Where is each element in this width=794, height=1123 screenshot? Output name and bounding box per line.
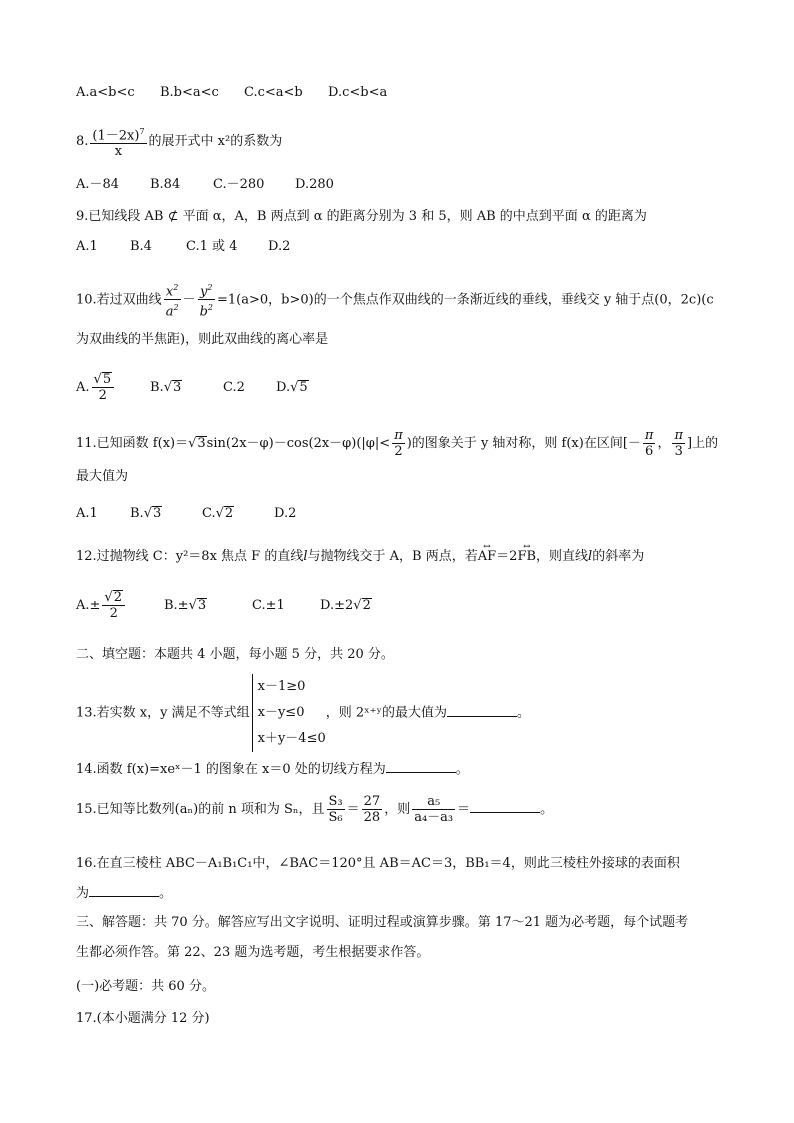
q14-end: 。: [455, 762, 469, 777]
q11-pi: π: [394, 428, 403, 443]
q11-option-c: C.√2: [202, 506, 234, 521]
q15-eq2: ＝: [457, 802, 471, 817]
q13-constraint-system: [252, 674, 326, 752]
q15-eq: ＝: [346, 802, 360, 817]
q15-a43: a₄－a₃: [414, 810, 454, 825]
q9-option-d: D.2: [268, 239, 291, 254]
question-11: 11.已知函数 f(x)＝√3sin(2x－φ)－cos(2x－φ)(|φ|< $\frac{\pi}{2}$ )的图象关于 y 轴对称，则 f(x)在区间[－ $\frac{\pi}{6}$ ， $\frac{\pi}{3}$ ]上的: [76, 428, 719, 459]
q11-rad: 3: [197, 436, 206, 451]
question-10: 10.若过双曲线 $\frac{x^2}{a^2}$ － $\frac{y^2}{b^2}$ =1(a>0，b>0)的一个焦点作双曲线的一条渐近线的垂线，垂线交 y 轴于点(0，2c)(c: [76, 280, 714, 320]
q14-text: 14.函数 f(x)=xeˣ－1 的图象在 x＝0 处的切线方程为: [76, 762, 386, 777]
q12-opt-a-prefix: A.±: [76, 598, 101, 613]
q12-options: [76, 590, 372, 621]
q10-line2: 为双曲线的半焦距)，则此双曲线的离心率是: [76, 332, 329, 347]
q12-option-a: A.± $\frac{√2}{2}$: [76, 590, 164, 621]
q10-opt-a-prefix: A.: [76, 380, 90, 395]
q11-opt-c-rad: 2: [224, 506, 234, 521]
q9-option-b: B.4: [130, 239, 152, 254]
q16-end: 。: [159, 886, 173, 901]
question-14: [76, 760, 469, 779]
q15-s6: S₆: [328, 810, 343, 825]
q11-option-a: A.1: [76, 506, 98, 521]
q12-option-b: B.±√3: [164, 598, 207, 613]
q11-line2: 最大值为: [76, 469, 129, 484]
q11-options: [76, 505, 296, 523]
q13-c3: x＋y－4≤0: [257, 731, 326, 746]
q11-frac-pi3: [672, 428, 685, 459]
q11-end: ]上的: [687, 436, 719, 451]
q10-opt-a-rad: 5: [102, 372, 112, 387]
q8-frac-den: x: [114, 144, 123, 160]
q15-27: 27: [363, 794, 381, 809]
q10-post: =1(a>0，b>0)的一个焦点作双曲线的一条渐近线的垂线，垂线交 y 轴于点(0，2c)(c: [216, 292, 714, 308]
q11-opt-c-prefix: C.: [202, 506, 216, 521]
question-16: 16.在直三棱柱 ABC－A₁B₁C₁中，∠BAC＝120°且 AB＝AC＝3，BB₁＝4，则此三棱柱外接球的表面积: [76, 856, 680, 871]
q11-pi-2: π: [644, 428, 654, 443]
q11-two: 2: [394, 444, 403, 459]
q8-option-c: C.－280: [213, 177, 265, 192]
q12-opt-b-rad: 3: [197, 598, 207, 613]
q10-opt-d-prefix: D.: [276, 380, 291, 395]
q15-frac-num: [362, 794, 383, 825]
q11-three: 3: [674, 444, 683, 459]
q10-opt-b-prefix: B.: [150, 380, 164, 395]
q7-option-b: B.b<a<c: [160, 85, 219, 100]
q8-option-b: B.84: [150, 177, 181, 192]
q7-option-d: D.c<b<a: [328, 85, 388, 100]
q16-line2-pre: 为: [76, 886, 90, 901]
q12-l-2: l: [588, 549, 593, 564]
q7-option-c: C.c<a<b: [244, 85, 303, 100]
section-2-heading: 二、填空题：本题共 4 小题，每小题 5 分，共 20 分。: [76, 647, 394, 662]
q11-pi-3: π: [674, 428, 684, 443]
q9-options: [76, 238, 290, 256]
q13-pre: 13.若实数 x，y 满足不等式组: [76, 705, 250, 721]
q13-c2: x－y≤0: [257, 705, 305, 720]
q15-pre: 15.已知等比数列(aₙ)的前 n 项和为 Sₙ，且: [76, 802, 325, 817]
q12-vector-af: ↔ AF: [478, 548, 496, 566]
q15-frac-a: [412, 794, 455, 825]
q12-pre: 12.过抛物线 C：y²＝8x 焦点 F 的直线: [76, 549, 304, 564]
q15-end: 。: [540, 802, 554, 817]
q16-answer-blank: [89, 884, 159, 897]
q10-options: [76, 372, 309, 403]
q10-option-c: C.2: [223, 380, 245, 395]
q16-line2: [76, 884, 172, 903]
q10-pre: 10.若过双曲线: [76, 292, 162, 308]
q11-mid: sin(2x－φ)－cos(2x－φ)(|φ|<: [206, 436, 391, 451]
q11-opt-b-prefix: B.: [130, 506, 144, 521]
q12-opt-d-prefix: D.±2: [320, 598, 354, 613]
q11-frac-pi2: [392, 428, 405, 459]
q13-end: 。: [517, 705, 531, 721]
q10-opt-a-den: 2: [98, 388, 107, 403]
q10-frac-y: $\frac{y^2}{b^2}$: [198, 280, 215, 320]
section-3-heading: 三、解答题：共 70 分。解答应写出文字说明、证明过程或演算步骤。第 17～21 题为必考题，每个试题考: [76, 915, 689, 930]
q11-pre: 11.已知函数 f(x)＝: [76, 436, 189, 451]
q12-mid: 与抛物线交于 A，B 两点，若: [307, 549, 478, 564]
q12-opt-a-den: 2: [109, 606, 118, 621]
q11-opt-b-rad: 3: [152, 506, 162, 521]
q15-mid: ，则: [384, 802, 411, 817]
q15-s3: S₃: [328, 794, 343, 809]
q10-opt-b-rad: 3: [172, 380, 182, 395]
q7-option-a: A.a<b<c: [76, 85, 135, 100]
q15-answer-blank: [470, 800, 540, 813]
question-12: [76, 548, 644, 566]
q11-six: 6: [645, 444, 654, 459]
q12-opt-a-rad: 2: [113, 590, 122, 605]
q15-a5: a₅: [412, 794, 455, 810]
q11-option-b: B.√3: [130, 506, 162, 521]
q10-option-a: A. $\frac{√5}{2}$: [76, 372, 150, 403]
q8-frac-exp: 7: [139, 127, 145, 136]
q8-fraction: [90, 124, 146, 159]
q12-vector-fb: ↔ FB: [517, 548, 536, 566]
q12-option-c: C.±1: [252, 598, 285, 613]
q12-end: 的斜率为: [592, 549, 645, 564]
q8-option-d: D.280: [295, 177, 334, 192]
question-9: 9.已知线段 AB ⊄ 平面 α，A，B 两点到 α 的距离分别为 3 和 5，则 AB 的中点到平面 α 的距离为: [76, 209, 647, 224]
q13-c1: x－1≥0: [257, 679, 306, 694]
required-questions-heading: (一)必考题：共 60 分。: [76, 979, 215, 994]
question-15: [76, 794, 553, 825]
q15-frac-s: [327, 794, 345, 825]
q12-option-d: D.±2√2: [320, 598, 371, 613]
q13-answer-blank: [447, 704, 517, 717]
q12-opt-d-rad: 2: [362, 598, 371, 613]
question-13: [76, 674, 530, 752]
q14-answer-blank: [386, 760, 456, 773]
q12-l: l: [303, 549, 308, 564]
section-3-line2: 生都必须作答。第 22、23 题为选考题，考生根据要求作答。: [76, 945, 430, 960]
q15-28: 28: [363, 810, 381, 825]
q10-option-b: B.√3: [150, 380, 182, 395]
q10-option-d: D.√5: [276, 380, 308, 395]
q12-opt-b-prefix: B.±: [164, 598, 189, 613]
q8-frac-num: (1－2x): [92, 128, 140, 144]
question-17: 17.(本小题满分 12 分): [76, 1011, 210, 1026]
q13-post: ，则 2ˣ⁺ʸ的最大值为: [325, 705, 448, 721]
q8-option-a: A.－84: [76, 177, 120, 192]
q8-text: 的展开式中 x²的系数为: [148, 134, 283, 150]
q11-post: )的图象关于 y 轴对称，则 f(x)在区间[－: [406, 436, 641, 451]
q10-opt-d-rad: 5: [299, 380, 308, 395]
q11-option-d: D.2: [274, 506, 297, 521]
q10-frac-x: $\frac{x^2}{a^2}$: [164, 280, 181, 320]
q9-option-c: C.1 或 4: [186, 239, 238, 254]
question-8: [76, 124, 282, 159]
q8-options: [76, 176, 334, 194]
q7-options: [76, 84, 387, 102]
q12-post: ，则直线: [536, 549, 589, 564]
q12-eq: ＝2: [496, 549, 518, 564]
q11-frac-pi6: [643, 428, 656, 459]
q8-number: 8.: [76, 134, 89, 150]
q9-option-a: A.1: [76, 239, 98, 254]
